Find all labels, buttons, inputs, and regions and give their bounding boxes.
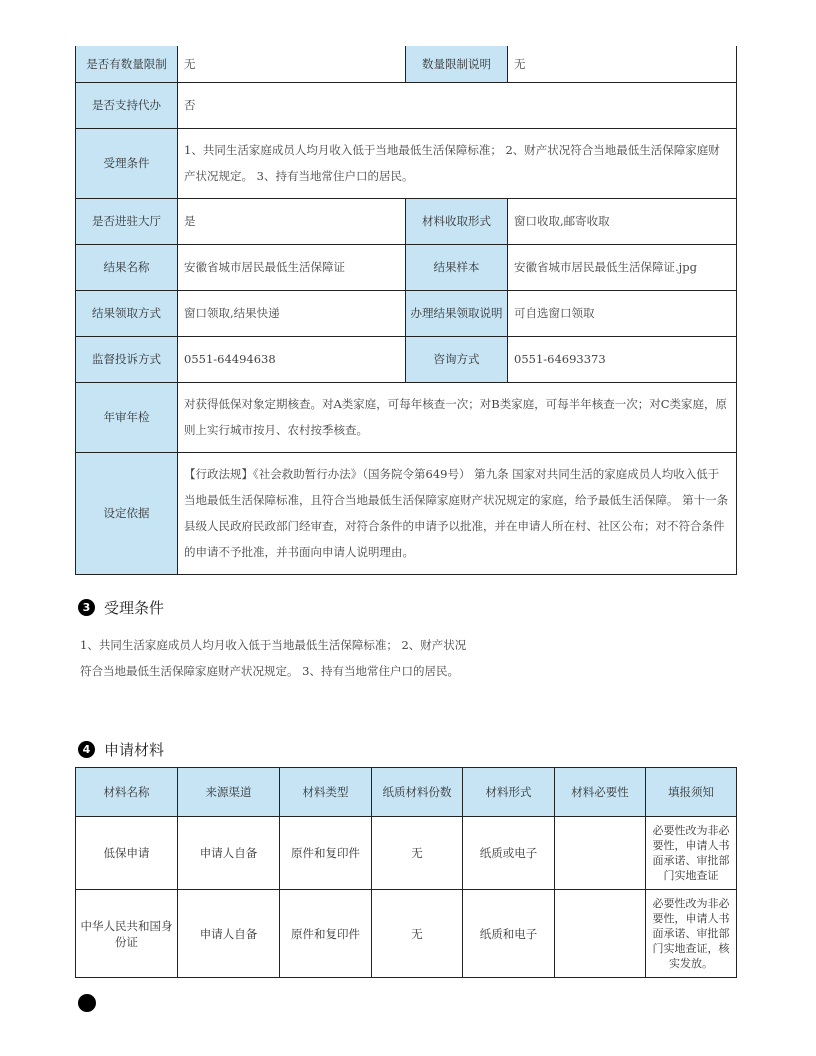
quantity-limit-desc-value: 无 (508, 46, 737, 82)
result-receive-label: 结果领取方式 (76, 290, 178, 336)
col-header-copies: 纸质材料份数 (372, 768, 463, 817)
section-4-heading (78, 739, 164, 760)
result-sample-value: 安徽省城市居民最低生活保障证.jpg (508, 244, 737, 290)
material-form: 纸质和电子 (463, 890, 555, 978)
result-name-value: 安徽省城市居民最低生活保障证 (178, 244, 406, 290)
basis-value: 【行政法规】《社会救助暂行办法》（国务院令第649号） 第九条 国家对共同生活的家庭成员人均收入低于当地最低生活保障标准，且符合当地最低生活保障家庭财产状况规定的家庭，给予最低生活保障。 第十一条 县级人民政府民政部门经审查，对符合条件的申请予以批准，并在申请人所在村、社区公布；对不符合条件的申请不予批准，并书面向申请人说明理由。 (178, 452, 737, 574)
annual-value: 对获得低保对象定期核查。对A类家庭，可每年核查一次；对B类家庭，可每半年核查一次；对C类家庭，原则上实行城市按月、农村按季核查。 (178, 382, 737, 452)
material-note: 必要性改为非必要性，申请人书面承诺、审批部门实地查证 (646, 817, 737, 890)
col-header-name: 材料名称 (76, 768, 178, 817)
section-5-number-badge (78, 994, 96, 1012)
annual-label: 年审年检 (76, 382, 178, 452)
consult-label: 咨询方式 (406, 336, 508, 382)
material-source: 申请人自备 (178, 817, 280, 890)
col-header-source: 来源渠道 (178, 768, 280, 817)
info-row-hall (76, 198, 737, 244)
quantity-limit-value: 无 (178, 46, 406, 82)
collect-value: 窗口收取,邮寄收取 (508, 198, 737, 244)
info-row-complaint (76, 336, 737, 382)
col-header-necessity: 材料必要性 (555, 768, 646, 817)
section-3-title: 受理条件 (104, 599, 165, 617)
materials-header-row (76, 768, 737, 817)
material-copies: 无 (372, 817, 463, 890)
result-receive-desc-value: 可自选窗口领取 (508, 290, 737, 336)
material-necessity (555, 890, 646, 978)
material-source: 申请人自备 (178, 890, 280, 978)
section-4-number-badge: 4 (78, 741, 95, 758)
complaint-label: 监督投诉方式 (76, 336, 178, 382)
acceptance-label: 受理条件 (76, 128, 178, 198)
result-sample-label: 结果样本 (406, 244, 508, 290)
acceptance-value: 1、共同生活家庭成员人均月收入低于当地最低生活保障标准； 2、财产状况符合当地最低生活保障家庭财产状况规定。 3、持有当地常住户口的居民。 (178, 128, 737, 198)
quantity-limit-label: 是否有数量限制 (76, 46, 178, 82)
table-row (76, 890, 737, 978)
info-row-annual (76, 382, 737, 452)
info-row-result-name (76, 244, 737, 290)
info-row-acceptance (76, 128, 737, 198)
service-info-table (75, 46, 737, 575)
complaint-value: 0551-64494638 (178, 336, 406, 382)
material-type: 原件和复印件 (280, 817, 372, 890)
collect-label: 材料收取形式 (406, 198, 508, 244)
info-row-result-receive (76, 290, 737, 336)
section-4-title: 申请材料 (104, 741, 165, 759)
material-name: 中华人民共和国身份证 (76, 890, 178, 978)
basis-label: 设定依据 (76, 452, 178, 574)
section-3-heading (78, 597, 164, 618)
quantity-limit-desc-label: 数量限制说明 (406, 46, 508, 82)
proxy-label: 是否支持代办 (76, 82, 178, 128)
section-3-number-badge: 3 (78, 599, 95, 616)
result-receive-desc-label: 办理结果领取说明 (406, 290, 508, 336)
hall-value: 是 (178, 198, 406, 244)
table-row (76, 817, 737, 890)
material-type: 原件和复印件 (280, 890, 372, 978)
col-header-note: 填报须知 (646, 768, 737, 817)
material-copies: 无 (372, 890, 463, 978)
material-name: 低保申请 (76, 817, 178, 890)
result-receive-value: 窗口领取,结果快递 (178, 290, 406, 336)
col-header-form: 材料形式 (463, 768, 555, 817)
acceptance-conditions-text: 1、共同生活家庭成员人均月收入低于当地最低生活保障标准； 2、财产状况符合当地最低生活保障家庭财产状况规定。 3、持有当地常住户口的居民。 (80, 638, 467, 678)
info-row-basis (76, 452, 737, 574)
material-form: 纸质或电子 (463, 817, 555, 890)
hall-label: 是否进驻大厅 (76, 198, 178, 244)
proxy-value: 否 (178, 82, 737, 128)
col-header-type: 材料类型 (280, 768, 372, 817)
consult-value: 0551-64693373 (508, 336, 737, 382)
materials-table (75, 767, 737, 978)
material-note: 必要性改为非必要性，申请人书面承诺、审批部门实地查证，核实发放。 (646, 890, 737, 978)
result-name-label: 结果名称 (76, 244, 178, 290)
info-row-proxy (76, 82, 737, 128)
info-row-quantity-limit (76, 46, 737, 82)
material-necessity (555, 817, 646, 890)
